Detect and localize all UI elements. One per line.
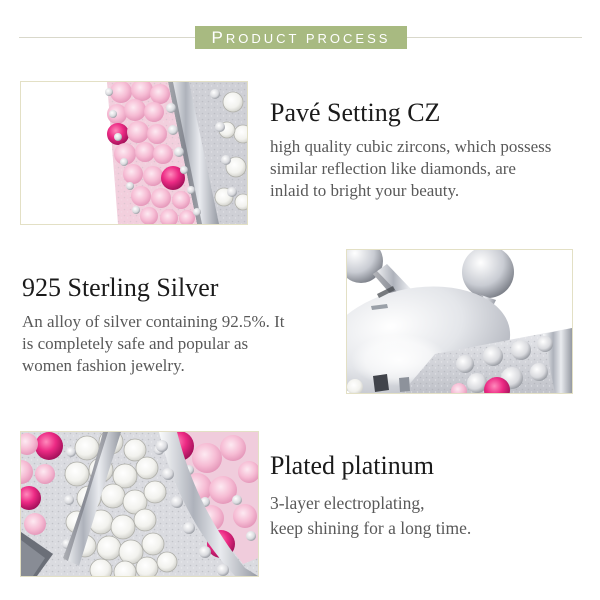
section-plated-platinum: [270, 450, 471, 541]
product-process-banner: PRODUCT PROCESS: [195, 26, 407, 49]
pink-cz-pave-closeup-photo: [20, 81, 248, 225]
sterling-silver-description: [22, 311, 285, 377]
pave-closeup-illustration: [21, 82, 247, 224]
body-line: inlaid to bright your beauty.: [270, 181, 460, 200]
body-line: An alloy of silver containing 92.5%. It: [22, 312, 285, 331]
ladybug-charm-illustration: [347, 250, 572, 393]
pave-setting-title: Pavé Setting CZ: [270, 98, 441, 127]
body-line: similar reflection like diamonds, are: [270, 159, 516, 178]
section-pave-setting-cz: [270, 97, 551, 202]
plated-platinum-title: Plated platinum: [270, 451, 434, 480]
pave-setting-description: [270, 136, 551, 202]
body-line: high quality cubic zircons, which possess: [270, 137, 552, 156]
sterling-silver-title: 925 Sterling Silver: [22, 273, 219, 302]
cz-pave-charm-body-closeup-photo: [20, 431, 259, 577]
body-line: keep shining for a long time.: [270, 518, 472, 538]
body-line: women fashion jewelry.: [22, 356, 185, 375]
pave-body-illustration: [21, 432, 258, 576]
body-line: 3-layer electroplating,: [270, 493, 425, 513]
plated-platinum-description: [270, 491, 471, 541]
silver-ladybug-charm-photo: [346, 249, 573, 394]
section-sterling-silver: [22, 272, 285, 377]
body-line: is completely safe and popular as: [22, 334, 249, 353]
